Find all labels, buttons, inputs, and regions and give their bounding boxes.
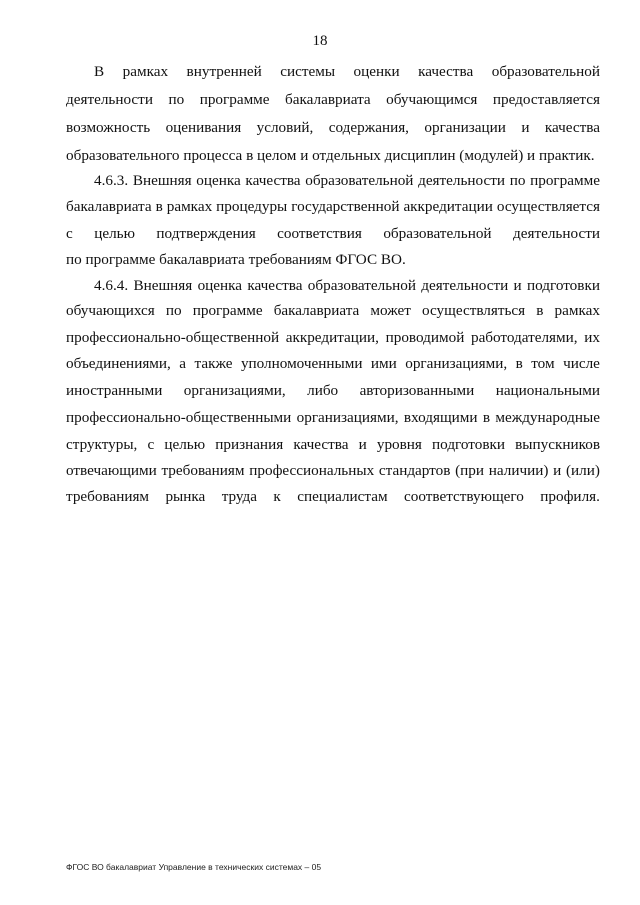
word: профессионально-общественными — [66, 409, 292, 426]
word: предоставляется — [492, 91, 600, 108]
word: профиля. — [540, 488, 600, 505]
word: с — [147, 436, 155, 453]
text-line — [66, 118, 600, 138]
word: образовательной — [383, 225, 492, 242]
word: в — [536, 302, 544, 319]
word: по — [165, 302, 182, 319]
word: бакалавриата — [285, 91, 371, 108]
word: обучающихся — [66, 302, 155, 319]
word: а — [179, 355, 187, 372]
word: качества — [544, 119, 600, 136]
word: признания — [215, 436, 284, 453]
word: качества — [247, 277, 303, 294]
word: рамках — [122, 63, 169, 80]
text-line — [66, 90, 600, 110]
word: по — [509, 172, 526, 189]
word: уровня — [376, 436, 422, 453]
word: профессионально-общественной — [66, 329, 280, 346]
word: ими — [370, 355, 397, 372]
word: требованиям — [161, 462, 245, 479]
word: подготовки — [526, 277, 600, 294]
word: организациями, — [296, 409, 399, 426]
word: качества — [293, 436, 349, 453]
word: числе — [563, 355, 600, 372]
text-line — [94, 276, 600, 296]
word: рамках — [166, 198, 213, 215]
word: их — [584, 329, 600, 346]
word: программе — [530, 172, 600, 189]
word: аккредитации — [403, 198, 493, 215]
word: с — [66, 225, 73, 242]
word: наличии) — [488, 462, 549, 479]
word: авторизованными — [359, 382, 475, 399]
word: проводимой — [385, 329, 465, 346]
word: и — [358, 436, 367, 453]
word: труда — [221, 488, 258, 505]
word: 4.6.4. — [94, 277, 129, 294]
word: деятельности — [418, 172, 506, 189]
word: том — [531, 355, 555, 372]
word: бакалавриата — [273, 302, 360, 319]
word: целью — [164, 436, 206, 453]
word: международные — [495, 409, 600, 426]
word: к — [273, 488, 281, 505]
word: организациями, — [405, 355, 508, 372]
word: оценка — [196, 172, 241, 189]
word: работодателями, — [470, 329, 578, 346]
word: Внешняя — [132, 172, 192, 189]
word: и — [513, 277, 522, 294]
word: национальными — [495, 382, 600, 399]
word: (или) — [566, 462, 600, 479]
word: осуществляться — [422, 302, 526, 319]
word: государственной — [291, 198, 400, 215]
word: условий, — [256, 119, 314, 136]
word: системы — [280, 63, 336, 80]
word: образовательной — [307, 277, 416, 294]
word: оценки — [353, 63, 400, 80]
word: (при — [455, 462, 485, 479]
page-footer: ФГОС ВО бакалавриат Управление в технических системах – 05 — [66, 862, 322, 872]
word: деятельности — [66, 91, 153, 108]
text-line — [66, 408, 600, 428]
word: содержания, — [328, 119, 409, 136]
word: Внешняя — [133, 277, 193, 294]
word: специалистам — [297, 488, 388, 505]
word: по — [168, 91, 185, 108]
word: образовательной — [491, 63, 600, 80]
word: объединениями, — [66, 355, 171, 372]
word: требованиям — [66, 488, 150, 505]
text-line — [66, 487, 600, 507]
word: оценивания — [165, 119, 242, 136]
text-line — [94, 62, 600, 82]
text-line — [66, 435, 600, 455]
word: организации — [424, 119, 506, 136]
word: и — [553, 462, 562, 479]
word: профессиональных — [249, 462, 375, 479]
word: качества — [418, 63, 474, 80]
word: соответствия — [277, 225, 362, 242]
word: уполномоченными — [240, 355, 363, 372]
word: либо — [307, 382, 339, 399]
word: 4.6.3. — [94, 172, 129, 189]
text-line: по программе бакалавриата требованиям ФГОС ВО. — [66, 251, 406, 268]
word: подтверждения — [156, 225, 256, 242]
word: входящими — [403, 409, 478, 426]
word: в — [155, 198, 163, 215]
text-line — [66, 197, 600, 217]
word: В — [94, 63, 105, 80]
word: осуществляется — [496, 198, 600, 215]
word: процедуры — [216, 198, 288, 215]
word: качества — [245, 172, 301, 189]
word: образовательной — [305, 172, 414, 189]
text-line: образовательного процесса в целом и отдельных дисциплин (модулей) и практик. — [66, 147, 595, 164]
word: бакалавриата — [66, 198, 152, 215]
text-line — [66, 461, 600, 481]
word: обучающимся — [386, 91, 478, 108]
text-line — [66, 381, 600, 401]
word: выпускников — [515, 436, 600, 453]
word: деятельности — [513, 225, 600, 242]
word: и — [521, 119, 530, 136]
word: деятельности — [421, 277, 509, 294]
text-line — [66, 301, 600, 321]
word: может — [370, 302, 411, 319]
word: также — [194, 355, 233, 372]
word: иностранными — [66, 382, 163, 399]
text-line — [66, 354, 600, 374]
word: программе — [199, 91, 270, 108]
word: возможность — [66, 119, 151, 136]
text-line — [94, 171, 600, 191]
page-number: 18 — [312, 33, 328, 49]
word: целью — [94, 225, 135, 242]
word: соответствующего — [404, 488, 524, 505]
word: отвечающими — [66, 462, 157, 479]
word: оценка — [197, 277, 243, 294]
word: программе — [192, 302, 263, 319]
word: подготовки — [432, 436, 506, 453]
word: в — [515, 355, 523, 372]
word: рамках — [554, 302, 600, 319]
word: рынка — [165, 488, 206, 505]
word: стандартов — [378, 462, 451, 479]
text-line — [66, 328, 600, 348]
word: в — [482, 409, 491, 426]
word: внутренней — [186, 63, 262, 80]
text-line — [66, 224, 600, 244]
word: аккредитации, — [285, 329, 379, 346]
word: организациями, — [183, 382, 286, 399]
word: структуры, — [66, 436, 138, 453]
